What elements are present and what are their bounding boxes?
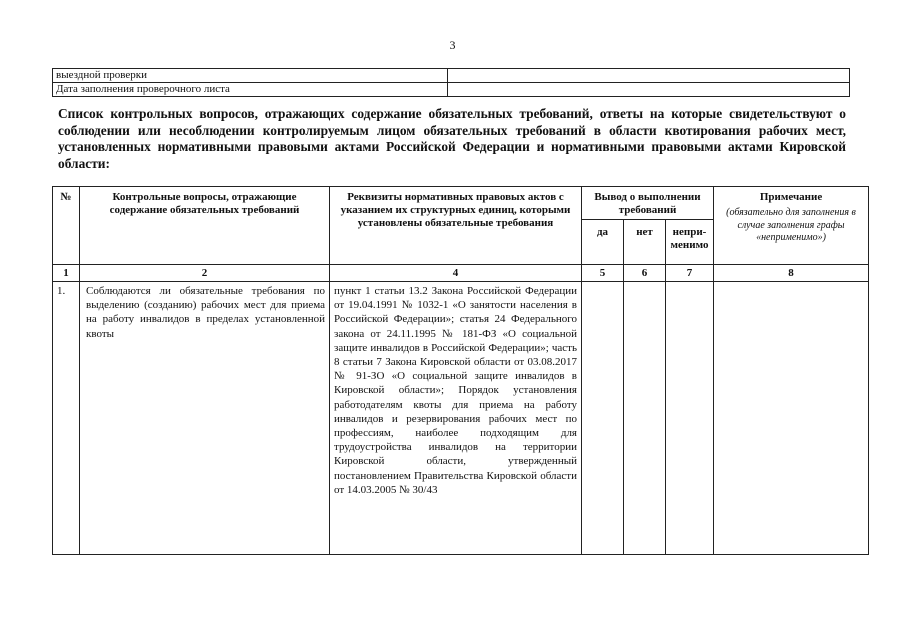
inspection-type-label: выездной проверки bbox=[53, 69, 448, 83]
table-row bbox=[53, 282, 869, 555]
header-not-applicable: непри-менимо bbox=[666, 220, 714, 265]
checklist-table bbox=[52, 186, 869, 555]
page-number: 3 bbox=[449, 38, 456, 52]
table-row bbox=[53, 83, 850, 97]
header-yes: да bbox=[582, 220, 624, 265]
column-number: 8 bbox=[714, 265, 869, 282]
header-questions: Контрольные вопросы, отражающие содержание обязательных требований bbox=[80, 187, 330, 265]
header-num: № bbox=[53, 187, 80, 265]
requisites-text: пункт 1 статьи 13.2 Закона Российской Федерации от 19.04.1991 № 1032-1 «О занятости населения в Российской Федерации»; статья 24 Федерального закона от 24.11.1995 № 181-ФЗ «О социальной защите инвалидов в Российской Федерации»; часть 8 статьи 7 Закона Кировской области от 03.08.2017 № 91-ЗО «О социальной защите инвалидов в Кировской области»; Порядок установления работодателям квоты для приема на работу инвалидов и резервирования рабочих мест по профессиям, наиболее подходящим для трудоустройства инвалидов на территории Кировской области, утвержденный постановлением Правительства Кировской области от 14.03.2005 № 30/43 bbox=[334, 285, 577, 496]
column-number-row bbox=[53, 265, 869, 282]
column-number: 5 bbox=[582, 265, 624, 282]
question-text: Соблюдаются ли обязательные требования по выделению (созданию) рабочих мест для приема на работу инвалидов в пределах установленной квоты bbox=[86, 285, 325, 340]
header-row bbox=[53, 187, 869, 220]
requisites-cell bbox=[330, 282, 582, 555]
header-note bbox=[714, 187, 869, 265]
question-cell bbox=[80, 282, 330, 555]
header-no: нет bbox=[624, 220, 666, 265]
answer-no-cell[interactable] bbox=[624, 282, 666, 555]
note-cell[interactable] bbox=[714, 282, 869, 555]
header-note-subtitle: (обязательно для заполнения в случае заполнения графы «неприменимо») bbox=[726, 207, 856, 243]
header-note-title: Примечание bbox=[759, 191, 823, 203]
table-row bbox=[53, 69, 850, 83]
column-number: 2 bbox=[80, 265, 330, 282]
header-conclusion: Вывод о выполнении требований bbox=[582, 187, 714, 220]
inspection-type-value bbox=[448, 69, 850, 83]
answer-yes-cell[interactable] bbox=[582, 282, 624, 555]
column-number: 1 bbox=[53, 265, 80, 282]
column-number: 7 bbox=[666, 265, 714, 282]
fill-date-value bbox=[448, 83, 850, 97]
row-number: 1. bbox=[53, 282, 80, 555]
answer-not-applicable-cell[interactable] bbox=[666, 282, 714, 555]
section-heading: Список контрольных вопросов, отражающих содержание обязательных требований, ответы на которые свидетельствуют о соблюдении или несоблюдении контролируемым лицом обязательных требований в области квотирования рабочих мест, установленных нормативными правовыми актами Российской Федерации и нормативными правовыми актами Кировской области: bbox=[58, 106, 846, 171]
inspection-info-table bbox=[52, 68, 850, 97]
column-number: 4 bbox=[330, 265, 582, 282]
fill-date-label: Дата заполнения проверочного листа bbox=[53, 83, 448, 97]
header-requisites: Реквизиты нормативных правовых актов с указанием их структурных единиц, которыми установлены обязательные требования bbox=[330, 187, 582, 265]
column-number: 6 bbox=[624, 265, 666, 282]
